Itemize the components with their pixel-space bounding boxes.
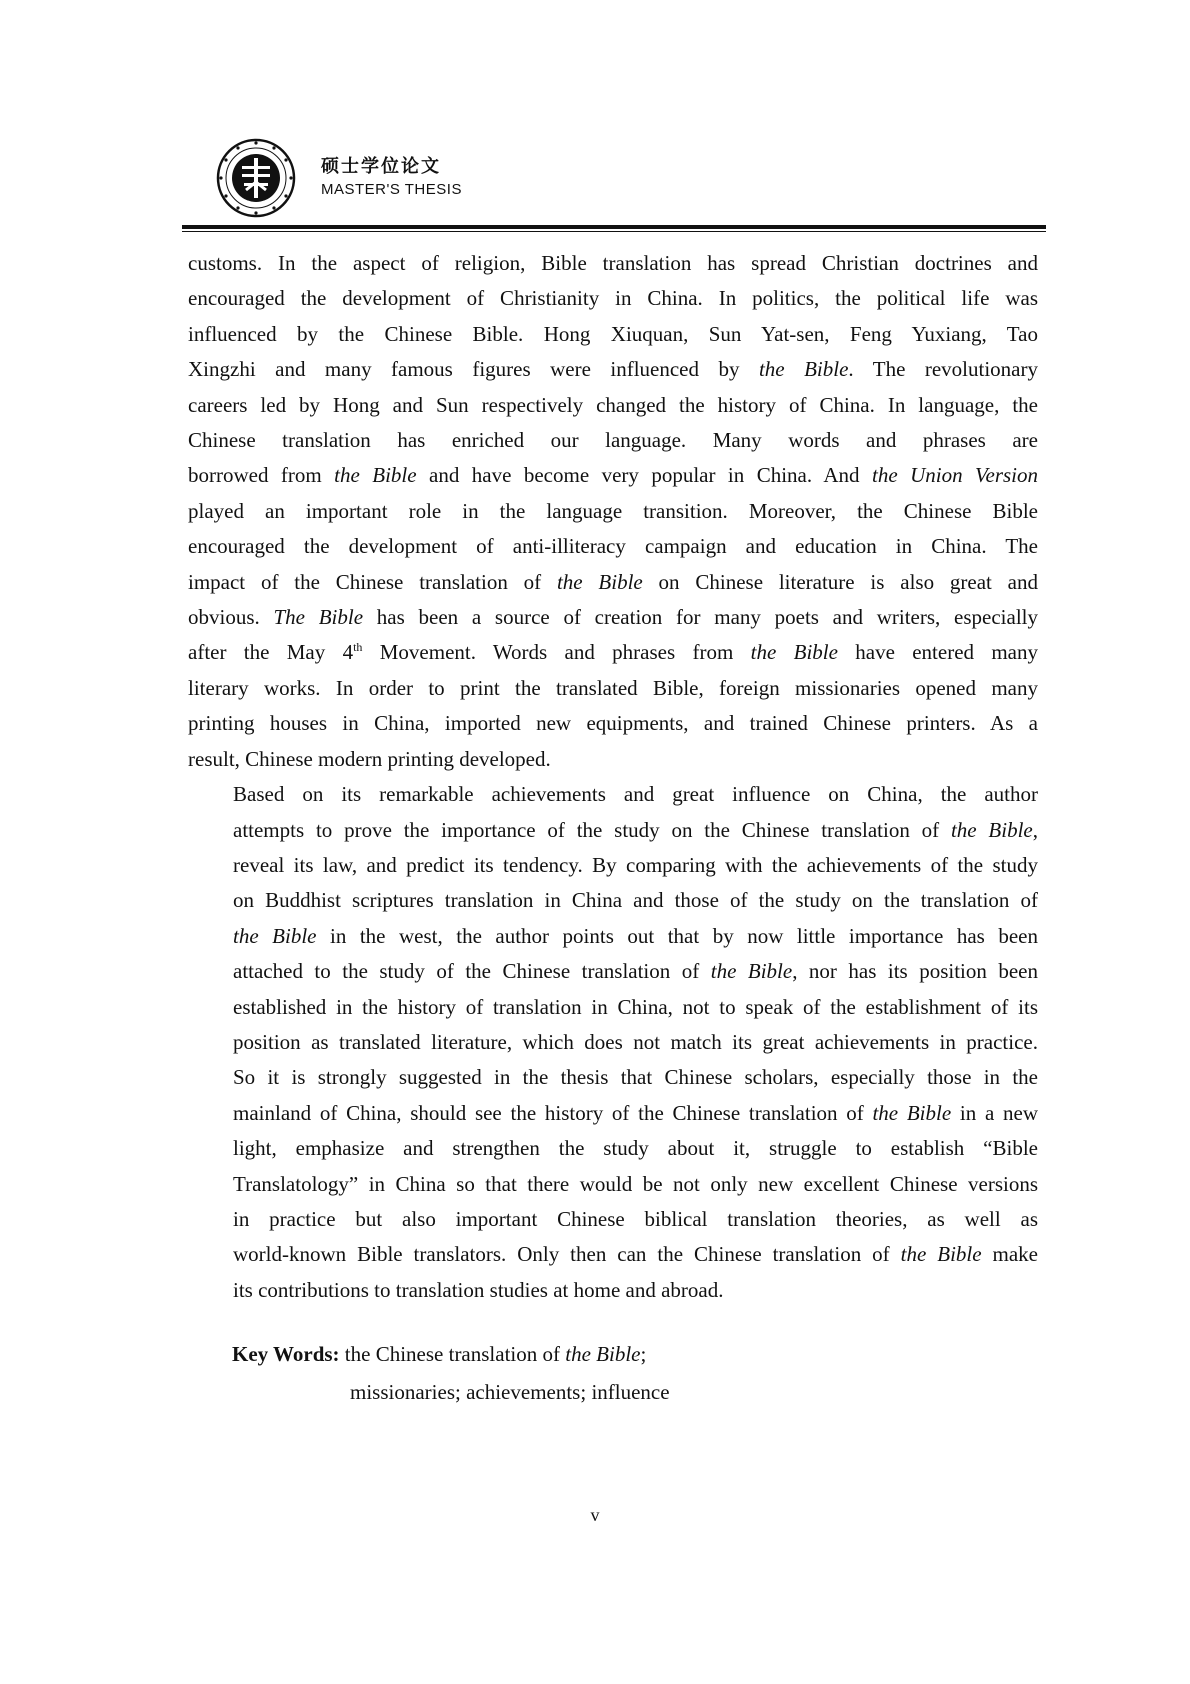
text-line [188,742,1038,777]
text-segment: influenced by the Chinese Bible. Hong Xiuquan, Sun Yat-sen, Feng Yuxiang, Tao [188,321,1038,346]
text-segment: literary works. In order to print the translated Bible, foreign missionaries opened many [188,675,1038,700]
italic-title: the Bible [900,1242,982,1267]
text-segment: borrowed from [188,463,335,488]
keywords-line2: missionaries; achievements; influence [350,1380,670,1404]
keywords-label: Key Words: [232,1342,340,1366]
italic-title: the Union Version [871,463,1039,488]
text-segment: played an important role in the language transition. Moreover, the Chinese Bible [188,498,1038,523]
text-segment: result, Chinese modern printing developed. [188,746,551,771]
header-title-cn: 硕士学位论文 [321,156,441,177]
keywords-line1-end: ; [640,1342,647,1366]
text-line [188,388,1038,423]
text-line [188,1237,1038,1272]
text-line [188,883,1038,918]
italic-title: the Bible [758,357,849,382]
university-logo-icon [216,138,296,218]
text-line [188,1273,1038,1308]
text-line [188,246,1038,281]
page-number: v [590,1505,600,1525]
italic-title: the Bible [750,640,838,665]
text-segment: have entered many [837,640,1038,665]
text-segment: on Chinese literature is also great and [642,569,1038,594]
italic-title: The Bible [273,605,364,630]
text-segment: printing houses in China, imported new equipments, and trained Chinese printers. As a [188,711,1038,736]
text-line [188,529,1038,564]
text-line [188,990,1038,1025]
text-line [188,494,1038,529]
text-line [188,1202,1038,1237]
keywords-line1-italic: the Bible [565,1342,641,1366]
text-segment: Translatology” in China so that there would be not only new excellent Chinese versions [233,1171,1038,1196]
text-segment: obvious. [188,605,274,630]
text-segment: light, emphasize and strengthen the study about it, struggle to establish “Bible [233,1136,1038,1161]
header-rule-thin [182,231,1046,232]
text-segment: encouraged the development of anti-illiteracy campaign and education in China. The [188,534,1038,559]
header-rule-thick [182,225,1046,229]
text-line [188,635,1038,670]
text-line [188,352,1038,387]
text-segment: and have become very popular in China. And [416,463,872,488]
header-title-en: MASTER'S THESIS [321,181,462,198]
superscript: th [353,640,363,655]
text-segment: in the west, the author points out that by now little importance has been [316,923,1038,948]
paragraph-1 [188,246,1038,777]
text-segment: Based on its remarkable achievements and great influence on China, the author [233,782,1038,807]
text-segment: attached to the study of the Chinese translation of [233,959,711,984]
text-line [188,1131,1038,1166]
text-line [188,565,1038,600]
body-text [188,246,1038,1308]
text-line [188,706,1038,741]
text-segment: Movement. Words and phrases from [362,640,751,665]
text-segment: established in the history of translation in China, not to speak of the establishment of its [233,994,1038,1019]
text-line [188,1096,1038,1131]
text-line [188,777,1038,812]
text-segment: make [981,1242,1039,1267]
text-line [188,1025,1038,1060]
italic-title: the Bible [556,569,643,594]
text-segment: Xingzhi and many famous figures were influenced by [188,357,759,382]
text-line [188,281,1038,316]
text-segment: in a new [951,1100,1038,1125]
text-line [188,671,1038,706]
text-segment: , nor has its position been [792,959,1039,984]
italic-title: the Bible [233,923,317,948]
text-segment: encouraged the development of Christianity in China. In politics, the political life was [188,286,1038,311]
text-line [188,954,1038,989]
text-segment: after the May 4 [188,640,354,665]
text-segment: in practice but also important Chinese biblical translation theories, as well as [233,1206,1038,1231]
text-line [188,813,1038,848]
page-header [216,138,1046,218]
text-segment: has been a source of creation for many poets and writers, especially [363,605,1038,630]
italic-title: the Bible [334,463,417,488]
text-segment: , [1032,817,1038,842]
text-line [188,600,1038,635]
header-title-block [321,156,462,200]
keywords-block [232,1335,670,1411]
text-line [188,919,1038,954]
text-segment: Chinese translation has enriched our language. Many words and phrases are [188,428,1038,453]
text-segment: mainland of China, should see the history of the Chinese translation of [233,1100,873,1125]
text-segment: . The revolutionary [848,357,1038,382]
italic-title: the Bible [710,959,793,984]
text-segment: So it is strongly suggested in the thesis that Chinese scholars, especially those in the [233,1065,1038,1090]
text-segment: careers led by Hong and Sun respectively changed the history of China. In language, the [188,392,1038,417]
keywords-line1-text: the Chinese translation of [339,1342,566,1366]
italic-title: the Bible [872,1100,952,1125]
text-segment: impact of the Chinese translation of [188,569,557,594]
italic-title: the Bible [950,817,1033,842]
text-segment: reveal its law, and predict its tendency. By comparing with the achievements of the study [233,852,1038,877]
text-line [188,458,1038,493]
paragraph-2 [188,777,1038,1308]
text-segment: world-known Bible translators. Only then can the Chinese translation of [233,1242,901,1267]
text-line [188,1167,1038,1202]
text-line [188,1060,1038,1095]
text-segment: attempts to prove the importance of the study on the Chinese translation of [233,817,951,842]
text-line [188,423,1038,458]
text-segment: its contributions to translation studies at home and abroad. [233,1277,724,1302]
text-segment: position as translated literature, which does not match its great achievements in practice. [233,1029,1038,1054]
text-segment: on Buddhist scriptures translation in China and those of the study on the translation of [233,888,1038,913]
text-line [188,848,1038,883]
text-segment: customs. In the aspect of religion, Bible translation has spread Christian doctrines and [188,251,1038,275]
text-line [188,317,1038,352]
